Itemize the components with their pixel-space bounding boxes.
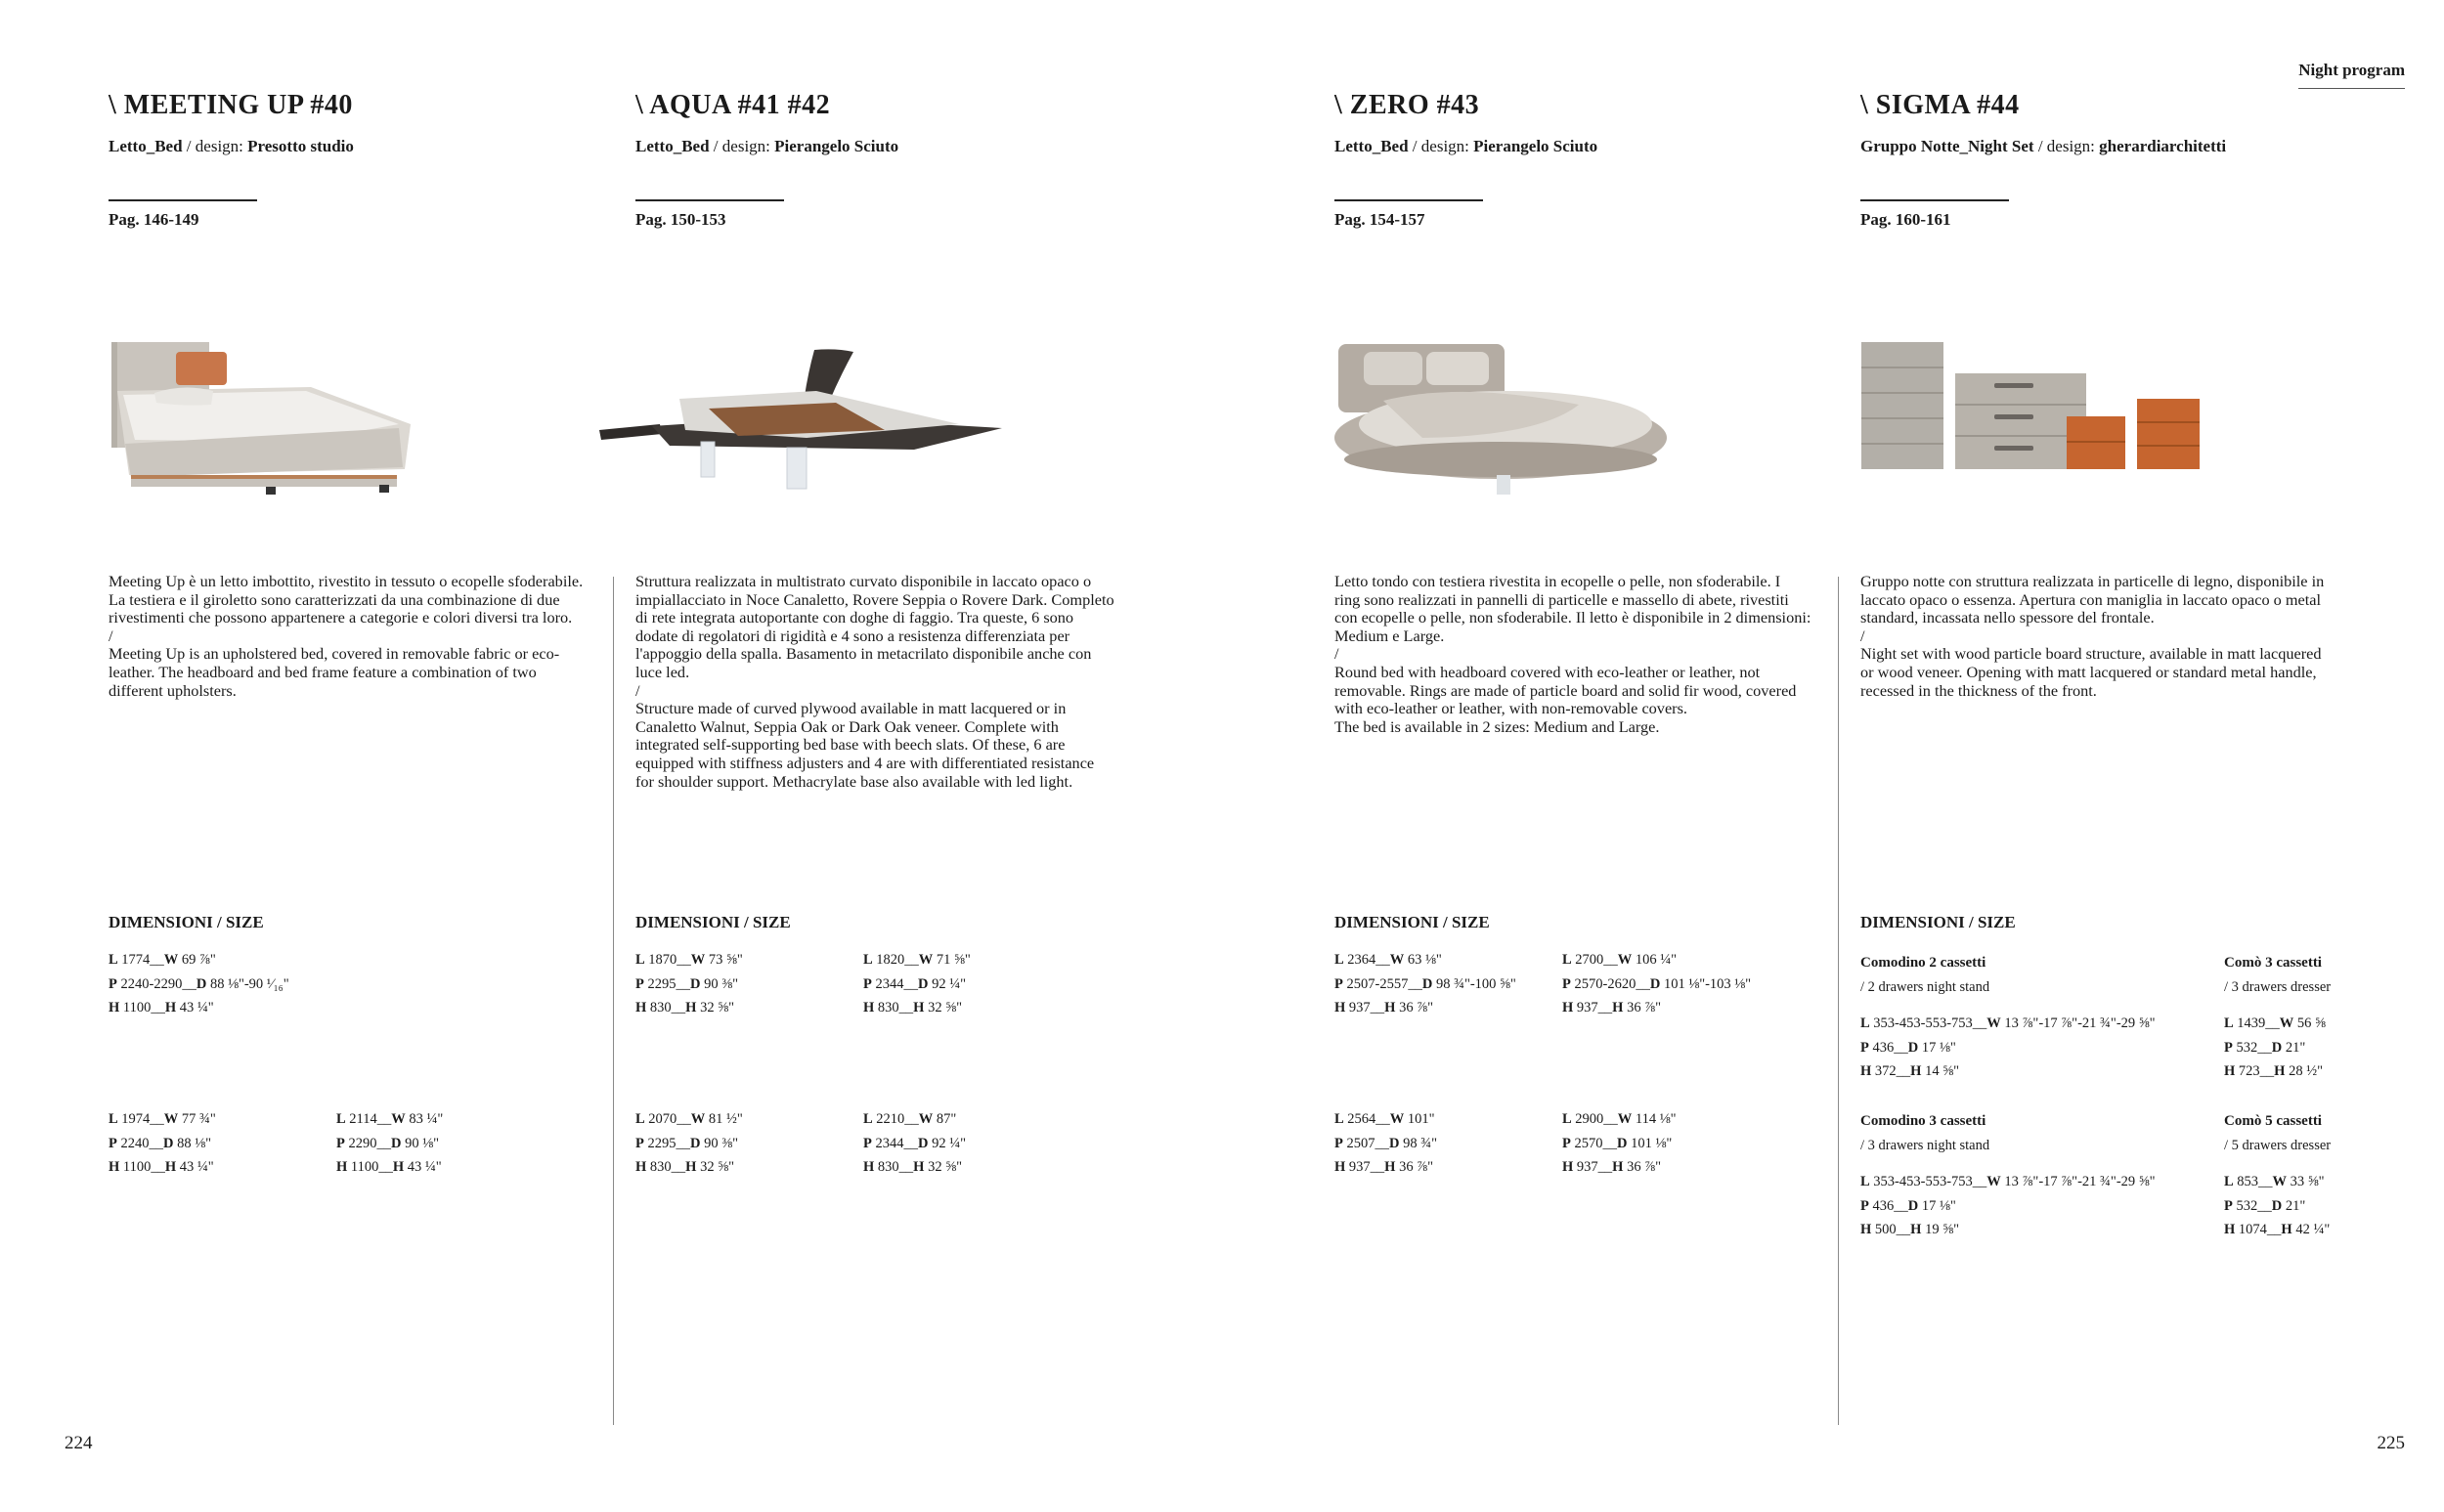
column-divider (1838, 577, 1839, 1425)
title-rule (109, 199, 257, 201)
title-rule (1860, 199, 2009, 201)
aqua-bed-image (591, 323, 1012, 518)
product-subtitle: Gruppo Notte_Night Set / design: gherardiarchitetti (1860, 137, 2227, 155)
page-reference: Pag. 160-161 (1860, 209, 1951, 229)
product-subtitle: Letto_Bed / design: Presotto studio (109, 137, 354, 155)
page-reference: Pag. 146-149 (109, 209, 199, 229)
item-name-en: / 5 drawers dresser (2224, 1137, 2332, 1153)
item-name-en: / 3 drawers night stand (1860, 1137, 1990, 1153)
dimension-group: Comò 3 cassetti / 3 drawers dresser L 1439__W 56 ⅝ P 532__D 21" H 723__H 28 ½" (2224, 955, 2332, 1079)
product-description: Letto tondo con testiera rivestita in ecopelle o pelle, non sfoderabile. I ring sono realizzati in pannelli di particelle e massello di abete, rivestiti con ecopelle o pelle, non sfoderabile. Il letto è disponibile in 2 dimensioni: Medium e Large. / Round bed with headboard covered with eco-leather or leather, not removable. Rings are made of particle board and solid fir wood, covered with eco-leather or leather, with non-removable covers. The bed is available in 2 sizes: Medium and Large. (1334, 572, 1811, 736)
product-column-meeting-up (109, 86, 354, 231)
dimension-group: L 1870__W 73 ⅝" P 2295__D 90 ⅜" H 830__H 32 ⅝" (635, 952, 743, 1015)
product-subtitle: Letto_Bed / design: Pierangelo Sciuto (635, 137, 899, 155)
item-name: Comò 5 cassetti (2224, 1113, 2322, 1129)
dimension-group: Comodino 3 cassetti / 3 drawers night stand L 353-453-553-753__W 13 ⅞"-17 ⅞"-21 ¾"-29 ⅝" P 436__D 17 ⅛" H 500__H 19 ⅝" (1860, 1113, 2156, 1237)
zero-round-bed-image (1325, 323, 1667, 518)
sigma-night-set-image (1857, 323, 2209, 518)
dimensions-heading: DIMENSIONI / SIZE (1334, 913, 1490, 931)
dimension-group: L 2900__W 114 ⅛" P 2570__D 101 ⅛" H 937__H 36 ⅞" (1562, 1111, 1677, 1175)
dimension-group: L 1774__W 69 ⅞" P 2240-2290__D 88 ⅛"-90 ¹⁄₁₆" H 1100__H 43 ¼" (109, 952, 289, 1015)
dimension-group: Comodino 2 cassetti / 2 drawers night stand L 353-453-553-753__W 13 ⅞"-17 ⅞"-21 ¾"-29 ⅝" P 436__D 17 ⅛" H 372__H 14 ⅝" (1860, 955, 2156, 1079)
dimension-group: Comò 5 cassetti / 5 drawers dresser L 853__W 33 ⅝" P 532__D 21" H 1074__H 42 ¼" (2224, 1113, 2332, 1237)
page-reference: Pag. 154-157 (1334, 209, 1425, 229)
product-title: \ SIGMA #44 (1860, 90, 2020, 120)
dimensions-heading: DIMENSIONI / SIZE (635, 913, 791, 931)
dimension-group: L 2114__W 83 ¼" P 2290__D 90 ⅛" H 1100__H 43 ¼" (336, 1111, 444, 1175)
meeting-up-bed-image (106, 323, 418, 518)
dimension-group: L 2210__W 87" P 2344__D 92 ¼" H 830__H 32 ⅝" (863, 1111, 967, 1175)
product-title: \ MEETING UP #40 (109, 90, 353, 120)
page-reference: Pag. 150-153 (635, 209, 726, 229)
dimension-group: L 2364__W 63 ⅛" P 2507-2557__D 98 ¾"-100 ⅝" H 937__H 36 ⅞" (1334, 952, 1516, 1015)
item-name: Comodino 3 cassetti (1860, 1113, 1986, 1129)
item-name: Comò 3 cassetti (2224, 955, 2322, 971)
dimensions-heading: DIMENSIONI / SIZE (1860, 913, 2016, 931)
product-column-sigma (1860, 86, 2226, 231)
dimension-group: L 2700__W 106 ¼" P 2570-2620__D 101 ⅛"-103 ⅛" H 937__H 36 ⅞" (1562, 952, 1752, 1015)
product-title: \ ZERO #43 (1334, 90, 1480, 120)
dimensions-heading: DIMENSIONI / SIZE (109, 913, 264, 931)
title-rule (1334, 199, 1483, 201)
product-description: Meeting Up è un letto imbottito, rivestito in tessuto o ecopelle sfoderabile. La testiera e il giroletto sono caratterizzati da una combinazione di due rivestimenti che possono appartenere a categorie e colori diversi tra loro. / Meeting Up is an upholstered bed, covered in removable fabric or eco- leather. The headboard and bed frame feature a combination of two different upholsters. (109, 572, 584, 700)
page-number-right: 225 (2377, 1433, 2405, 1453)
product-description: Struttura realizzata in multistrato curvato disponibile in laccato opaco o impiallacciato in Noce Canaletto, Rovere Seppia o Rovere Dark. Completo di rete integrata autoportante con doghe di faggio. Tra queste, 6 sono dodate di regolatori di rigidità e 4 sono a resistenza differenziata per l'appoggio della spalla. Basamento in metacrilato disponibile anche con luce led. / Structure made of curved plywood available in matt lacquered or in Canaletto Walnut, Seppia Oak or Dark Oak veneer. Complete with integrated self-supporting bed base with beech slats. Of these, 6 are equipped with stiffness adjusters and 4 are with differentiated resistance for shoulder support. Methacrylate base also available with led light. (635, 572, 1114, 791)
product-column-zero (1334, 86, 1597, 231)
dimension-group: L 1820__W 71 ⅝" P 2344__D 92 ¼" H 830__H 32 ⅝" (863, 952, 971, 1015)
item-name-en: / 3 drawers dresser (2224, 978, 2332, 995)
column-divider (613, 577, 614, 1425)
section-label: Night program (2298, 61, 2405, 89)
product-description: Gruppo notte con struttura realizzata in particelle di legno, disponibile in laccato opaco o essenza. Apertura con maniglia in laccato opaco o metal standard, incassata nello spessore del frontale. / Night set with wood particle board structure, available in matt lacquered or wood veneer. Opening with matt lacquered or standard metal handle, recessed in the thickness of the front. (1860, 572, 2325, 700)
product-title: \ AQUA #41 #42 (635, 90, 831, 120)
dimension-group: L 2070__W 81 ½" P 2295__D 90 ⅜" H 830__H 32 ⅝" (635, 1111, 743, 1175)
page-number-left: 224 (65, 1433, 93, 1453)
item-name-en: / 2 drawers night stand (1860, 978, 1990, 995)
dimension-group: L 2564__W 101" P 2507__D 98 ¾" H 937__H 36 ⅞" (1334, 1111, 1438, 1175)
item-name: Comodino 2 cassetti (1860, 955, 1986, 971)
dimension-group: L 1974__W 77 ¾" P 2240__D 88 ⅛" H 1100__H 43 ¼" (109, 1111, 216, 1175)
product-column-aqua (635, 86, 898, 231)
title-rule (635, 199, 784, 201)
product-subtitle: Letto_Bed / design: Pierangelo Sciuto (1334, 137, 1598, 155)
